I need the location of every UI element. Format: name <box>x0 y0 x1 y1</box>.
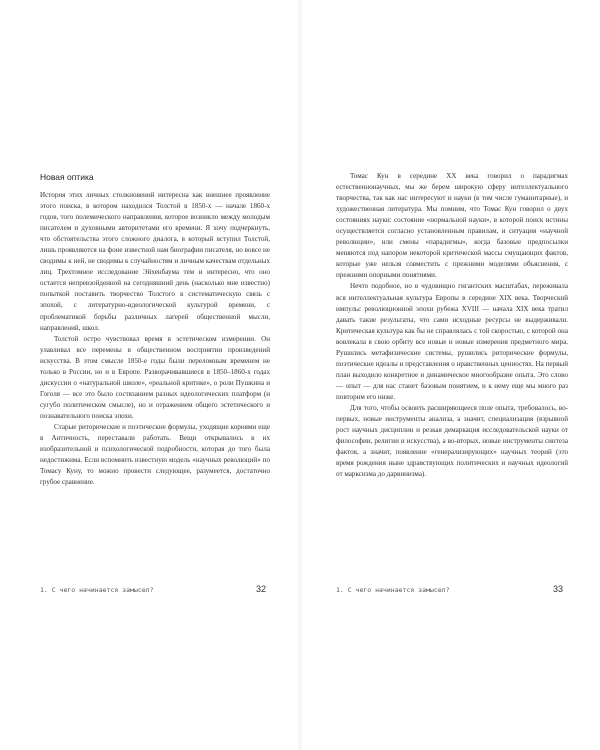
right-page <box>300 0 600 750</box>
running-head: Новая оптика <box>40 172 94 182</box>
left-body-text <box>40 190 270 488</box>
footer-chapter-title: 1. С чего начинается замысел? <box>336 586 450 594</box>
paragraph: Нечто подобное, но в чудовищно гигантских масштабах, переживала вся интеллектуальная культура Европы в середине XIX века. Творческий импульс революционной эпохи рубежа XVIII — начала XIX века тратил давать такие результаты, что сами исходные ресурсы не выдерживали. Критическая культура как бы не справлялась с той скоростью, с которой она вовлекала в свою орбиту все новые и новые измерения предметного мира. Рушились метафизические системы, рушились риторические формулы, поэтические идеалы и представления о нравственных ценностях. На первый план выходило конкретное и динамическое многообразие опыта. Это слово — опыт — для нас станет базовым понятием, и к нему еще мы много раз повторим его ниже. <box>336 282 568 401</box>
page-number: 33 <box>553 584 564 594</box>
right-body-text <box>336 171 568 480</box>
paragraph: Толстой остро чувствовал время в эстетическом измерении. Он улавливал все перемены в общественном восприятии произведений искусства. В этом смысле 1850-е годы были переломным временем не только в России, но и в Европе. Разворачивавшиеся в 1850–1860-х годах дискуссии о «натуральной школе», «реальной критике», о роли Пушкина и Гоголя — все это было состязанием разных идеологических платформ (и сугубо политическом смысле), но и отражением общего эстетического и познавательного поиска эпохи. <box>40 334 270 420</box>
paragraph: Томас Кун в середине XX века говорил о парадигмах естественнонаучных, мы же берем широкую сферу интеллектуального творчества, так как нас интересуют и науки (в том числе гуманитарные), и художественная литература. Мы помним, что Томас Кун говорил о двух состояниях науки: состояние «нормальной науки», в которой поиск истины осуществляется согласно установленным правилам, и ситуация «научной революции», или смены «парадигмы», когда базовые предпосылки меняются под напором некоторой критической массы смущающих фактов, которые уже нельзя совместить с прежними моделями объяснения, с прежними опорными понятиями. <box>336 172 568 280</box>
footer-chapter-title: 1. С чего начинается замысел? <box>40 586 154 594</box>
paragraph: Для того, чтобы освоить расширяющееся поле опыта, требовалось, во-первых, новые инструменты анализа, а значит, специализация (взрывной рост научных дисциплин и резкая демаркация исследовательской науки от философии, религии и искусства), а во-вторых, новые инструменты синтеза фактов, а значит, появление «генерализирующих» научных теорий (это время рождения ныне здравствующих политических и научных идеологий от марксизма до дарвинизма). <box>336 403 568 479</box>
page-number: 32 <box>256 584 267 594</box>
paragraph: Старые риторические и поэтические формулы, уходящие корнями еще в Античность, переставали работать. Вещи открывались в их изобразительной и психологической подробности, которая до того была недостижима. Если вспомнить известную модель «научных революций» по Томасу Куну, то можно провести следующее, разумеется, достаточно грубое сравнение. <box>40 422 270 487</box>
paragraph: История этих личных столкновений интересна как внешнее проявление этого поиска, в котором находился Толстой в 1850-х — начале 1860-х годов, того полемического направления, которое возникло между молодым писателем и духовными авторитетами его времени. Я хочу подчеркнуть, что обстоятельства этого сложного диалога, в который вступил Толстой, лишь проявляются на фоне известной нам биографии писателя, но вовсе не сводимы к ней, не сводимы к случайностям и личным качествам отдельных лиц. Трехтомное исследование Эйхенбаума тем и интересно, что оно остается непревзойденной на сегодняшний день (насколько мне известно) попыткой поставить творчество Толстого в систематическую связь с эпохой, с литературно-идеологической культурой времени, с проблематикой борьбы различных лагерей общественной мысли, направлений, школ. <box>40 191 270 332</box>
